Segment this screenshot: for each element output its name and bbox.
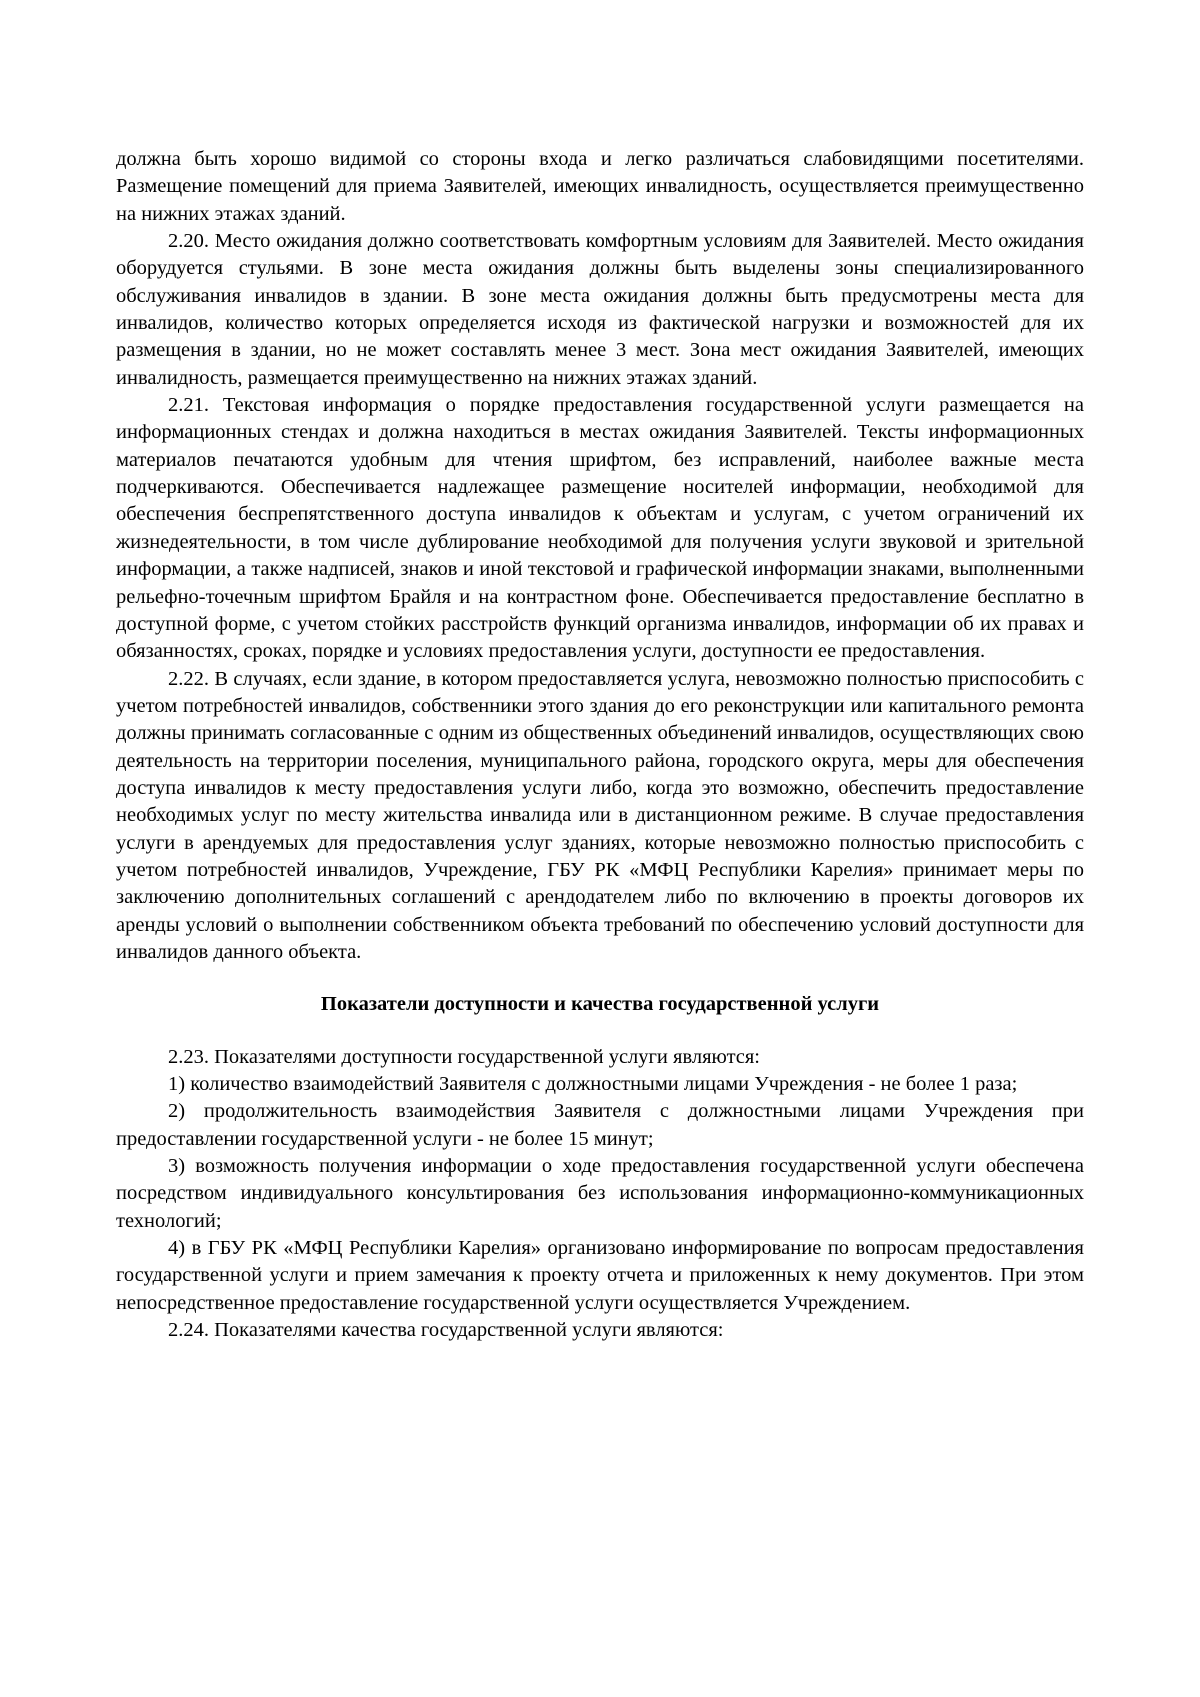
list-item-2: 2) продолжительность взаимодействия Заявителя с должностными лицами Учреждения при предоставлении государственной услуги - не более 15 минут; (116, 1100, 1084, 1150)
document-page (116, 146, 1084, 1344)
paragraph-2-24: 2.24. Показателями качества государственной услуги являются: (168, 1319, 724, 1342)
paragraph-2-22: 2.22. В случаях, если здание, в котором предоставляется услуга, невозможно полностью приспособить с учетом потребностей инвалидов, собственники этого здания до его реконструкции или капитального ремонта должны принимать согласованные с одним из общественных объединений инвалидов, осуществляющих свою деятельность на территории поселения, муниципального района, городского округа, меры для обеспечения доступа инвалидов к месту предоставления услуги либо, когда это возможно, обеспечить предоставление необходимых услуг по месту жительства инвалида или в дистанционном режиме. В случае предоставления услуги в арендуемых для предоставления услуг зданиях, которые невозможно полностью приспособить с учетом потребностей инвалидов, Учреждение, ГБУ РК «МФЦ Республики Карелия» принимает меры по заключению дополнительных соглашений с арендодателем либо по включению в проекты договоров их аренды условий о выполнении собственником объекта требований по обеспечению условий доступности для инвалидов данного объекта. (116, 667, 1084, 963)
paragraph-2-20: 2.20. Место ожидания должно соответствовать комфортным условиям для Заявителей. Место ожидания оборудуется стульями. В зоне места ожидания должны быть выделены зоны специализированного обслуживания инвалидов в здании. В зоне места ожидания должны быть предусмотрены места для инвалидов, количество которых определяется исходя из фактической нагрузки и возможностей для их размещения в здании, но не может составлять менее 3 мест. Зона мест ожидания Заявителей, имеющих инвалидность, размещается преимущественно на нижних этажах зданий. (116, 230, 1084, 389)
list-item-4: 4) в ГБУ РК «МФЦ Республики Карелия» организовано информирование по вопросам предоставления государственной услуги и прием замечания к проекту отчета и приложенных к нему документов. При этом непосредственное предоставление государственной услуги осуществляется Учреждением. (116, 1237, 1084, 1314)
list-item-1: 1) количество взаимодействий Заявителя с должностными лицами Учреждения - не более 1 раза; (168, 1073, 1018, 1095)
list-item-3: 3) возможность получения информации о ходе предоставления государственной услуги обеспечена посредством индивидуального консультирования без использования информационно-коммуникационных технологий; (116, 1155, 1084, 1232)
paragraph-2-21: 2.21. Текстовая информация о порядке предоставления государственной услуги размещается на информационных стендах и должна находиться в местах ожидания Заявителей. Тексты информационных материалов печатаются удобным для чтения шрифтом, без исправлений, наиболее важные места подчеркиваются. Обеспечивается надлежащее размещение носителей информации, необходимой для обеспечения беспрепятственного доступа инвалидов к объектам и услугам, с учетом ограничений их жизнедеятельности, в том числе дублирование необходимой для получения услуги звуковой и зрительной информации, а также надписей, знаков и иной текстовой и графической информации знаками, выполненными рельефно-точечным шрифтом Брайля и на контрастном фоне. Обеспечивается предоставление бесплатно в доступной форме, с учетом стойких расстройств функций организма инвалидов, информации об их правах и обязанностях, сроках, порядке и условиях предоставления услуги, доступности ее предоставления. (116, 394, 1084, 663)
paragraph-2-23: 2.23. Показателями доступности государственной услуги являются: (168, 1045, 760, 1068)
paragraph-continuation: должна быть хорошо видимой со стороны входа и легко различаться слабовидящими посетителями. Размещение помещений для приема Заявителей, имеющих инвалидность, осуществляется преимущественно на нижних этажах зданий. (116, 148, 1084, 225)
section-heading: Показатели доступности и качества государственной услуги (320, 993, 880, 1016)
